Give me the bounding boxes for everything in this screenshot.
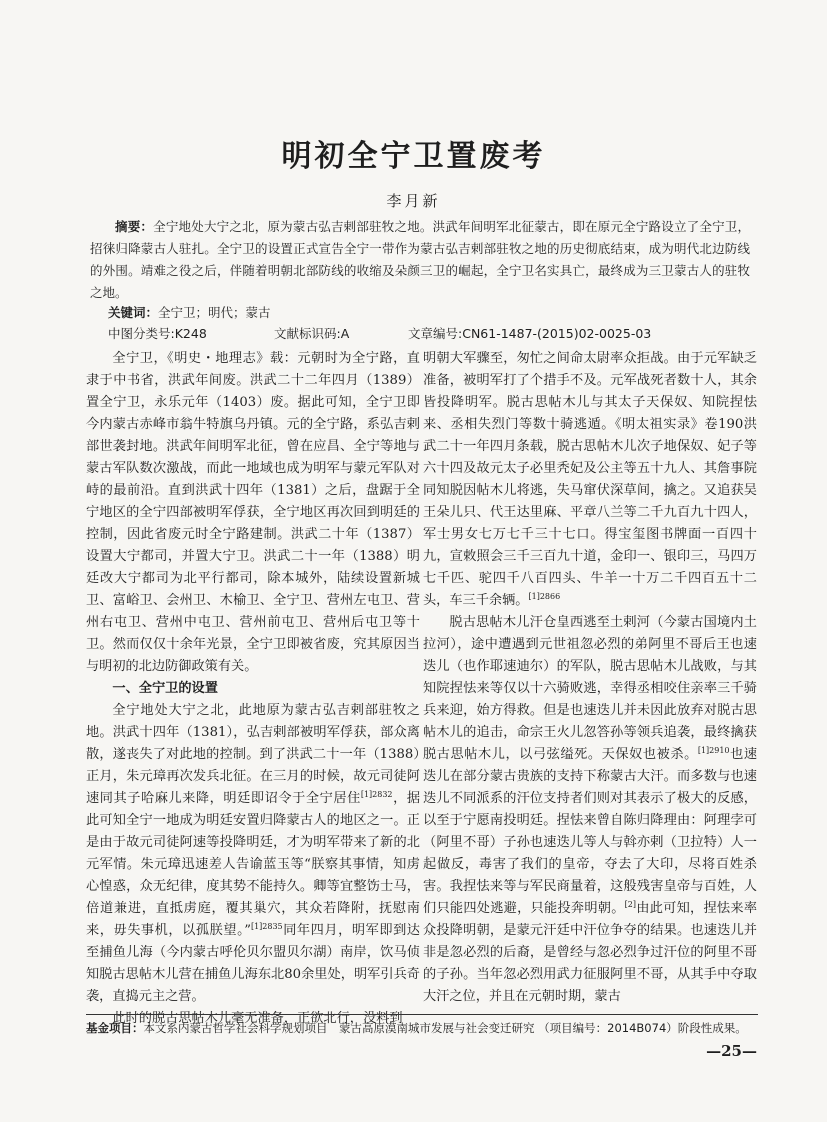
paragraph: 此时的脱古思帖木儿毫无准备，正欲北行，没料到 [112, 1011, 403, 1026]
citation: [1]2910 [697, 746, 730, 755]
article-title: 明初全宁卫置废考 [281, 139, 546, 174]
body-column-right [423, 348, 757, 1008]
document-code: 文献标识码:A [274, 326, 350, 341]
paragraph: 脱古思帖木儿汗仓皇西逃至土剌河（今蒙古国境内土拉河），途中遭遇到元世祖忽必烈的弟阿里不哥后王也速迭儿（也作耶速迪尔）的军队，脱古思帖木儿战败，与其知院捏怯来等仅以十六骑败逃，幸得丞相咬住亲率三千骑兵来迎，始方得救。但是也速迭儿并未因此放弃对脱古思帖木儿的追击，命宗王火儿忽答孙等领兵追袭，最终擒获脱古思帖木儿，以弓弦缢死。天保奴也被杀。$^{[1]2910}$也速迭儿在部分蒙古贵族的支持下称蒙古大汗。而多数与也速迭儿不同派系的汗位支持者们则对其表示了极大的反感，以至于宁愿南投明廷。捏怯来曾自陈归降理由：阿理孛可（阿里不哥）子孙也速迭儿等人与斡亦剌（卫拉特）人一起做反，毒害了我们的皇帝，夺去了大印，尽将百姓杀害。我捏怯来等与军民商量着，这般残害皇帝与百姓，人们只能四处逃避，只能投奔明朝。[2]由此可知，捏怯来率众投降明朝，是蒙元汗廷中汗位争夺的结果。也速迭儿并非是忽必烈的后裔，是曾经与忽必烈争过汗位的阿里不哥的子孙。当年忽必烈用武力征服阿里不哥，从其手中夺取大汗之位，并且在元朝时期，蒙古 [423, 615, 758, 1004]
paragraph: 全宁卫，《明史・地理志》载：元朝时为全宁路，直隶于中书省，洪武年间废。洪武二十二年四月（1389）置全宁卫，永乐元年（1403）废。据此可知，全宁卫即今内蒙古赤峰市翁牛特旗乌丹镇。元的全宁路，系弘吉剌部世袭封地。洪武年间明军北征，曾在应昌、全宁等地与蒙古军队数次激战，而此一地域也成为明军与蒙元军队对峙的最前沿。直到洪武十四年（1381）之后，盘踞于全宁地区的全宁四部被明军俘获，全宁地区再次回到明廷的控制，因此省废元时全宁路建制。洪武二十年（1387）设置大宁都司，并置大宁卫。洪武二十一年（1388）明廷改大宁都司为北平行都司，除本城外，陆续设置新城卫、富峪卫、会州卫、木榆卫、全宁卫、营州左屯卫、营州右屯卫、营州中屯卫、营州前屯卫、营州后屯卫等十卫。然而仅仅十余年光景，全宁卫即被省废，究其原因当与明初的北边防御政策有关。 [86, 351, 420, 674]
paragraph: 明朝大军骤至，匆忙之间命太尉率众拒战。由于元军缺乏准备，被明军打了个措手不及。元军战死者数十人，其余皆投降明军。脱古思帖木儿与其太子天保奴、知院捏怯来、丞相失烈门等数十骑逃遁。《明太祖实录》卷190洪武二十一年四月条载，脱古思帖木儿次子地保奴、妃子等六十四及故元太子必里秃妃及公主等五十九人、其詹事院同知脱因帖木儿将逃，失马窜伏深草间，擒之。又追获吴王朵儿只、代王达里麻、平章八兰等二千九百九十四人，军士男女七万七千三十七口。得宝玺图书牌面一百四十九，宣敕照会三千三百九十道，金印一、银印三，马四万七千匹、驼四千八百四头、牛羊一十万二千四百五十二头，车三千余辆。$^{[1]2866}$ [423, 351, 757, 608]
paragraph: 全宁地处大宁之北，此地原为蒙古弘吉剌部驻牧之地。洪武十四年（1381），弘吉剌部被明军俘获，部众离散，遂丧失了对此地的控制。到了洪武二十一年（1388）正月，朱元璋再次发兵北征。在三月的时候，故元司徒阿速同其子哈麻儿来降，明廷即诏令于全宁居住$^{[1]2832}$，据此可知全宁一地成为明廷安置归降蒙古人的地区之一。正是由于故元司徒阿速等投降明廷，才为明军带来了新的北元军情。朱元璋迅速差人告谕蓝玉等“朕察其事情，知虏心惶惑，众无纪律，度其势不能持久。卿等宜整饬士马，倍道兼进，直抵虏庭，覆其巢穴，其众若降附，抚慰南来，毋失事机，以孤朕望。”$^{[1]2835}$同年四月，明军即到达至捕鱼儿海（今内蒙古呼伦贝尔盟贝尔湖）南岸，饮马侦知脱古思帖木儿营在捕鱼儿海东北80余里处，明军引兵奇袭，直捣元主之营。 [86, 703, 421, 1004]
funding-note [86, 1014, 758, 1037]
keywords-text: 全宁卫；明代；蒙古 [158, 305, 271, 320]
keywords [108, 302, 748, 324]
article-author: 李月新 [386, 192, 441, 210]
citation: [1]2835 [250, 922, 283, 931]
clc-number: 中图分类号:K248 [108, 326, 207, 341]
keywords-label: 关键词： [108, 305, 159, 320]
page-number: —25— [706, 1042, 757, 1060]
citation: [2] [624, 900, 637, 909]
body-column-left [86, 348, 420, 1030]
abstract-text: 全宁地处大宁之北，原为蒙古弘吉剌部驻牧之地。洪武年间明军北征蒙古，即在原元全宁路设立了全宁卫，招徕归降蒙古人驻扎。全宁卫的设置正式宣告全宁一带作为蒙古弘吉剌部驻牧之地的历史彻底结束，成为明代北边防线的外围。靖难之役之后，伴随着明朝北部防线的收缩及朵颜三卫的崛起，全宁卫名实具亡，最终成为三卫蒙古人的驻牧之地。 [90, 219, 750, 300]
classification-line [108, 323, 748, 345]
citation: [1]2832 [360, 790, 393, 799]
funding-text: 本文系内蒙古哲学社会科学规划项目 蒙古高原漠南城市发展与社会变迁研究 （项目编号：2014B074）阶段性成果。 [143, 1021, 747, 1035]
abstract-label: 摘要： [115, 219, 154, 234]
section-heading: 一、全宁卫的设置 [112, 681, 218, 696]
funding-label: 基金项目： [86, 1021, 144, 1035]
citation: [1]2866 [528, 592, 561, 601]
article-number: 文章编号:CN61-1487-(2015)02-0025-03 [408, 326, 652, 341]
abstract [90, 216, 750, 304]
